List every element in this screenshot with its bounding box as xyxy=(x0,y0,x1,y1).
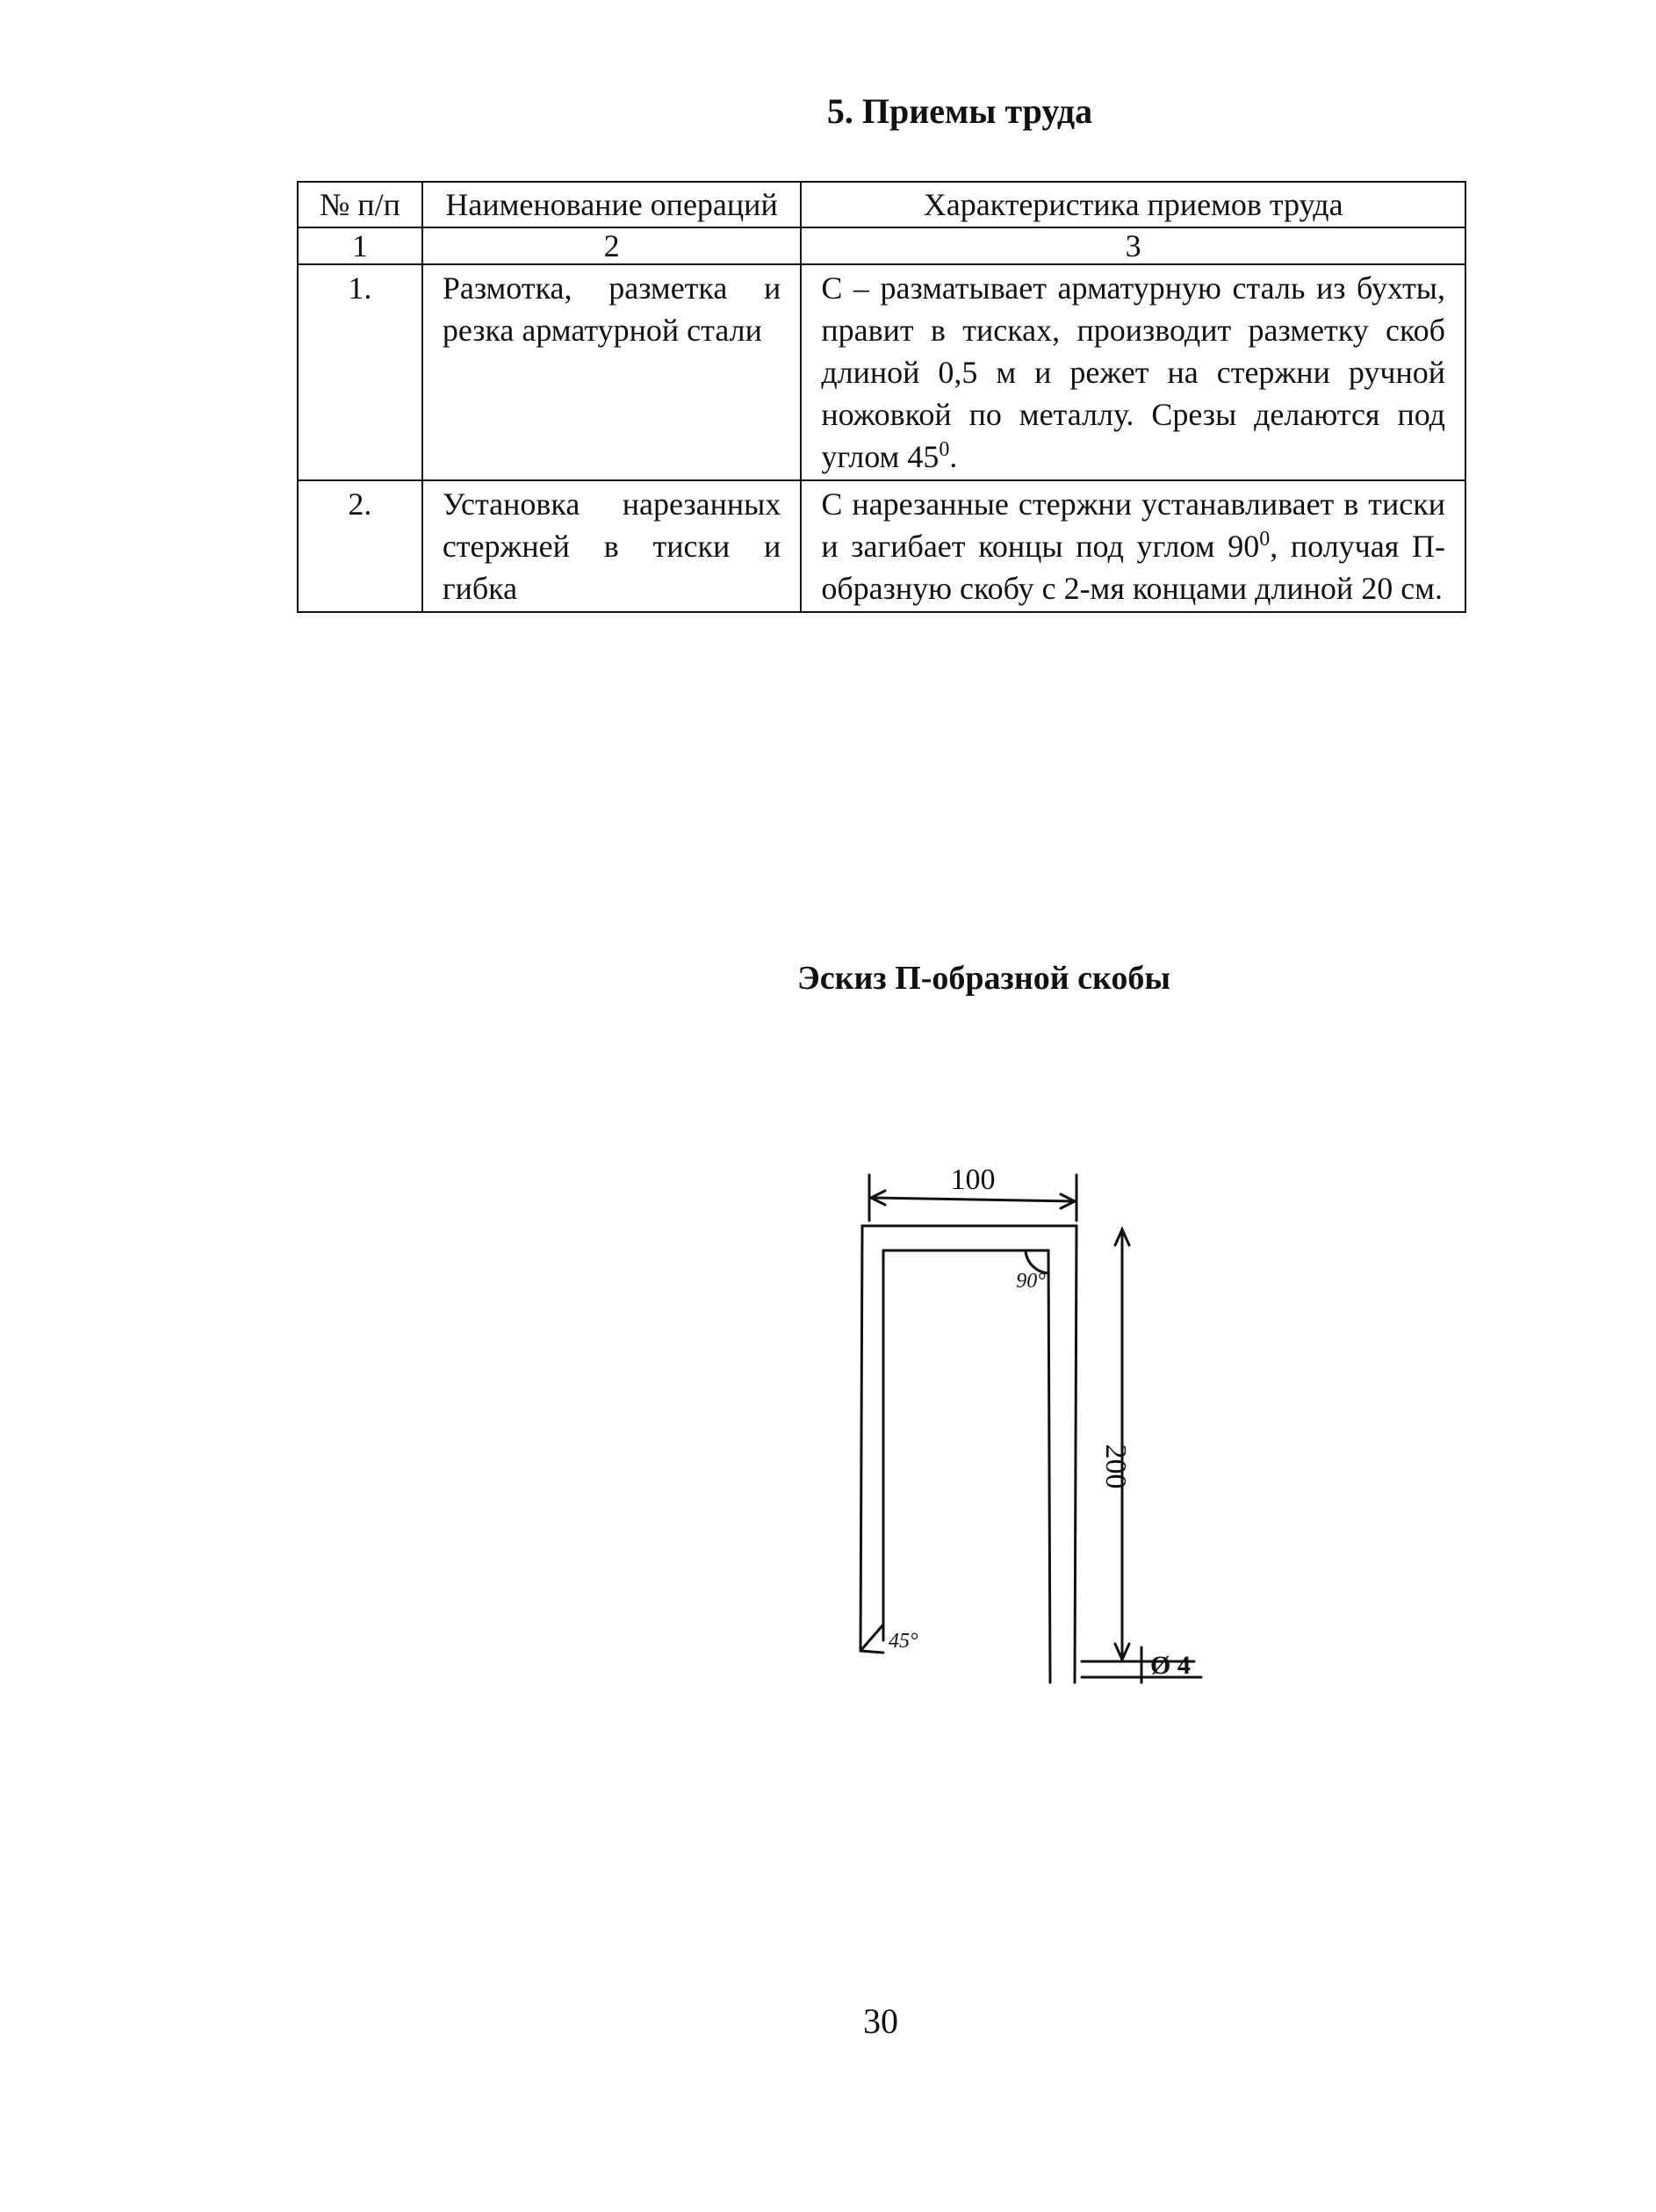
row-number: 2. xyxy=(298,480,422,612)
description-text: С нарезанные стержни устанавливает в тиски и загибает концы под углом 90 xyxy=(821,486,1445,564)
operation-description xyxy=(801,264,1465,480)
table-row xyxy=(298,480,1465,612)
diameter-label: Ø 4 xyxy=(1150,1651,1191,1680)
u-bracket-sketch xyxy=(843,1159,1212,1704)
column-number-row xyxy=(298,227,1465,264)
bracket-inner-outline xyxy=(883,1250,1050,1682)
header-characteristics: Характеристика приемов труда xyxy=(801,182,1465,227)
description-end: , получая П-образную скобу с 2-мя концами длиной 20 см. xyxy=(821,529,1445,606)
table-row xyxy=(298,264,1465,480)
sketch-title: Эскиз П-образной скобы xyxy=(797,960,1171,997)
operation-description xyxy=(801,480,1465,612)
operation-name: Установка нарезанных стержней в тиски и гибка xyxy=(422,480,802,612)
operation-name: Размотка, разметка и резка арматурной стали xyxy=(422,264,802,480)
degree-superscript: 0 xyxy=(1259,528,1271,551)
column-number: 2 xyxy=(422,227,802,264)
bracket-outer-outline xyxy=(860,1226,1076,1682)
width-dimension-line xyxy=(871,1198,1075,1201)
header-number: № п/п xyxy=(298,182,422,227)
cut-base-line xyxy=(860,1651,883,1653)
width-label: 100 xyxy=(950,1164,996,1196)
table-header-row xyxy=(298,182,1465,227)
description-end: . xyxy=(949,439,958,474)
height-label: 200 xyxy=(1099,1444,1132,1489)
work-methods-table xyxy=(297,181,1466,613)
cut-45-line xyxy=(860,1625,883,1651)
page-number: 30 xyxy=(863,2001,898,2041)
section-title: 5. Приемы труда xyxy=(826,91,1093,131)
column-number: 1 xyxy=(298,227,422,264)
description-text: С – разматывает арматурную сталь из бухты, правит в тисках, производит разметку скоб длиной 0,5 м и режет на стержни ручной ножовкой по металлу. Срезы делаются под углом 45 xyxy=(821,270,1445,474)
header-operation-name: Наименование операций xyxy=(422,182,802,227)
cut-angle-label: 45° xyxy=(889,1630,918,1653)
degree-superscript: 0 xyxy=(939,438,950,461)
bend-angle-label: 90° xyxy=(1016,1270,1046,1293)
row-number: 1. xyxy=(298,264,422,480)
column-number: 3 xyxy=(801,227,1465,264)
